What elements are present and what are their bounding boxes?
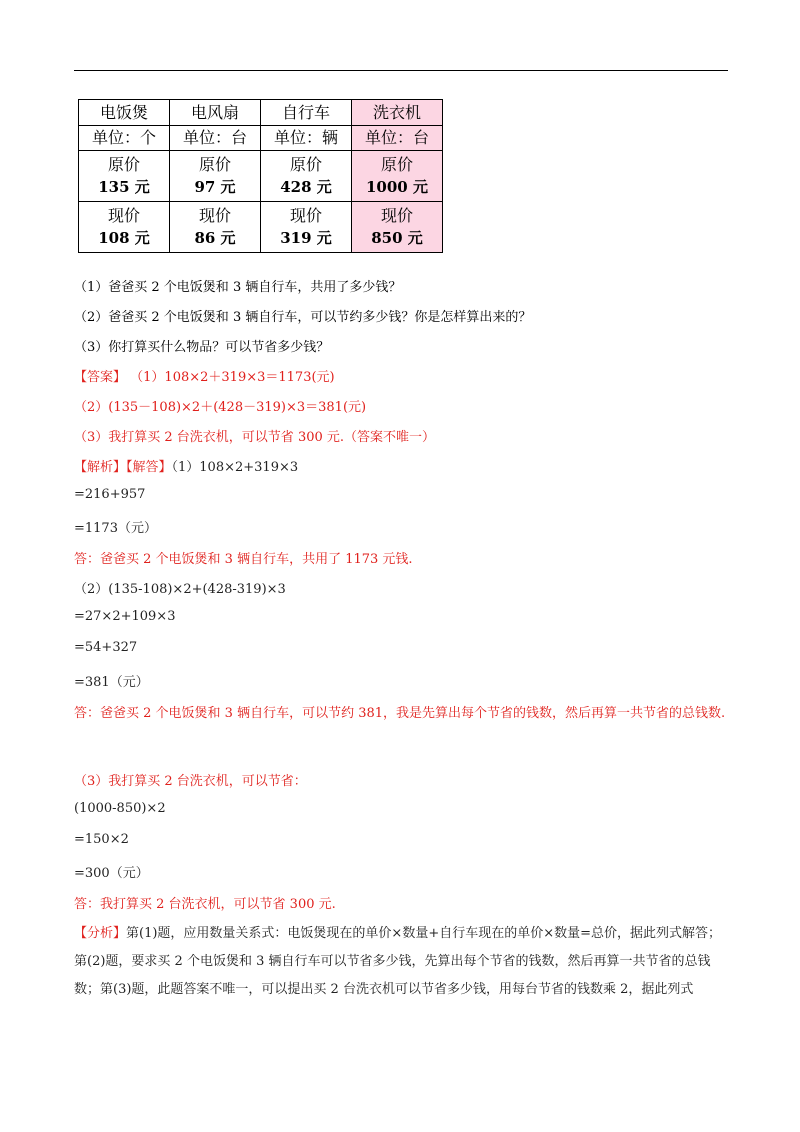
calc-step: =54+327 bbox=[74, 640, 138, 655]
fenxi-paragraph bbox=[74, 920, 728, 1004]
unit-cell: 单位：辆 bbox=[261, 126, 352, 151]
table-row bbox=[79, 202, 443, 253]
analysis-tag: 【解析】【解答】 bbox=[74, 460, 172, 475]
price-table bbox=[78, 99, 443, 253]
answer-line-1 bbox=[74, 366, 335, 385]
original-price-cell bbox=[79, 151, 170, 202]
price-value: 319 元 bbox=[280, 229, 332, 247]
analysis-line bbox=[74, 456, 298, 475]
price-value: 86 元 bbox=[194, 229, 236, 247]
current-price-cell bbox=[79, 202, 170, 253]
price-value: 108 元 bbox=[98, 229, 150, 247]
price-value: 97 元 bbox=[194, 178, 236, 196]
unit-cell: 单位：个 bbox=[79, 126, 170, 151]
answer-tag: 【答案】 bbox=[74, 370, 127, 385]
price-value: 428 元 bbox=[280, 178, 332, 196]
table-row bbox=[79, 151, 443, 202]
table-row bbox=[79, 126, 443, 151]
analysis-text: （1）108×2+319×3 bbox=[171, 460, 299, 475]
answer-line-2: （2）(135－108)×2＋(428－319)×3＝381(元) bbox=[74, 400, 367, 415]
price-value: 850 元 bbox=[371, 229, 423, 247]
question-2: （2）爸爸买 2 个电饭煲和 3 辆自行车，可以节约多少钱？你是怎样算出来的？ bbox=[74, 310, 532, 325]
reply-line: 答：爸爸买 2 个电饭煲和 3 辆自行车，共用了 1173 元钱. bbox=[74, 552, 413, 567]
price-value: 1000 元 bbox=[366, 178, 428, 196]
price-label: 原价 bbox=[198, 155, 231, 174]
table-header-cell: 电风扇 bbox=[170, 100, 261, 126]
table-header-cell: 自行车 bbox=[261, 100, 352, 126]
price-label: 现价 bbox=[107, 206, 140, 225]
unit-cell: 单位：台 bbox=[170, 126, 261, 151]
current-price-cell bbox=[170, 202, 261, 253]
calc-step: （3）我打算买 2 台洗衣机，可以节省： bbox=[74, 774, 307, 789]
original-price-cell bbox=[170, 151, 261, 202]
calc-step: (1000-850)×2 bbox=[74, 801, 166, 816]
answer-text: （1）108×2＋319×3＝1173(元) bbox=[130, 370, 335, 385]
price-label: 现价 bbox=[198, 206, 231, 225]
calc-step: （2）(135-108)×2+(428-319)×3 bbox=[74, 582, 286, 597]
table-header-cell: 电饭煲 bbox=[79, 100, 170, 126]
calc-step: =1173（元） bbox=[74, 521, 157, 536]
current-price-cell bbox=[352, 202, 443, 253]
unit-cell: 单位：台 bbox=[352, 126, 443, 151]
table-header-cell: 洗衣机 bbox=[352, 100, 443, 126]
price-value: 135 元 bbox=[98, 178, 150, 196]
reply-line: 答：爸爸买 2 个电饭煲和 3 辆自行车，可以节约 381，我是先算出每个节省的钱数，然后再算一共节省的总钱数. bbox=[74, 706, 726, 721]
original-price-cell bbox=[261, 151, 352, 202]
price-label: 原价 bbox=[380, 155, 413, 174]
reply-line: 答：我打算买 2 台洗衣机，可以节省 300 元. bbox=[74, 897, 336, 912]
question-3: （3）你打算买什么物品？可以节省多少钱？ bbox=[74, 340, 330, 355]
calc-step: =216+957 bbox=[74, 487, 146, 502]
calc-step: =300（元） bbox=[74, 866, 149, 881]
fenxi-text: 第(1)题，应用数量关系式：电饭煲现在的单价×数量+自行车现在的单价×数量=总价，据此列式解答；第(2)题，要求买 2 个电饭煲和 3 辆自行车可以节省多少钱，先算出每个节省的钱数，然后再算一共节省的总钱数；第(3)题，此题答案不唯一，可以提出买 2 台洗衣机可以节省多少钱，用每台节省的钱数乘 2，据此列式 bbox=[74, 926, 722, 997]
price-label: 现价 bbox=[380, 206, 413, 225]
calc-step: =150×2 bbox=[74, 832, 129, 847]
question-1: （1）爸爸买 2 个电饭煲和 3 辆自行车，共用了多少钱？ bbox=[74, 280, 402, 295]
current-price-cell bbox=[261, 202, 352, 253]
price-label: 原价 bbox=[107, 155, 140, 174]
price-label: 现价 bbox=[289, 206, 322, 225]
calc-step: =27×2+109×3 bbox=[74, 609, 176, 624]
calc-step: =381（元） bbox=[74, 675, 149, 690]
table-row bbox=[79, 100, 443, 126]
fenxi-tag: 【分析】 bbox=[74, 926, 127, 941]
price-label: 原价 bbox=[289, 155, 322, 174]
answer-line-3: （3）我打算买 2 台洗衣机，可以节省 300 元.（答案不唯一） bbox=[74, 430, 436, 445]
original-price-cell bbox=[352, 151, 443, 202]
header-rule bbox=[74, 70, 728, 71]
